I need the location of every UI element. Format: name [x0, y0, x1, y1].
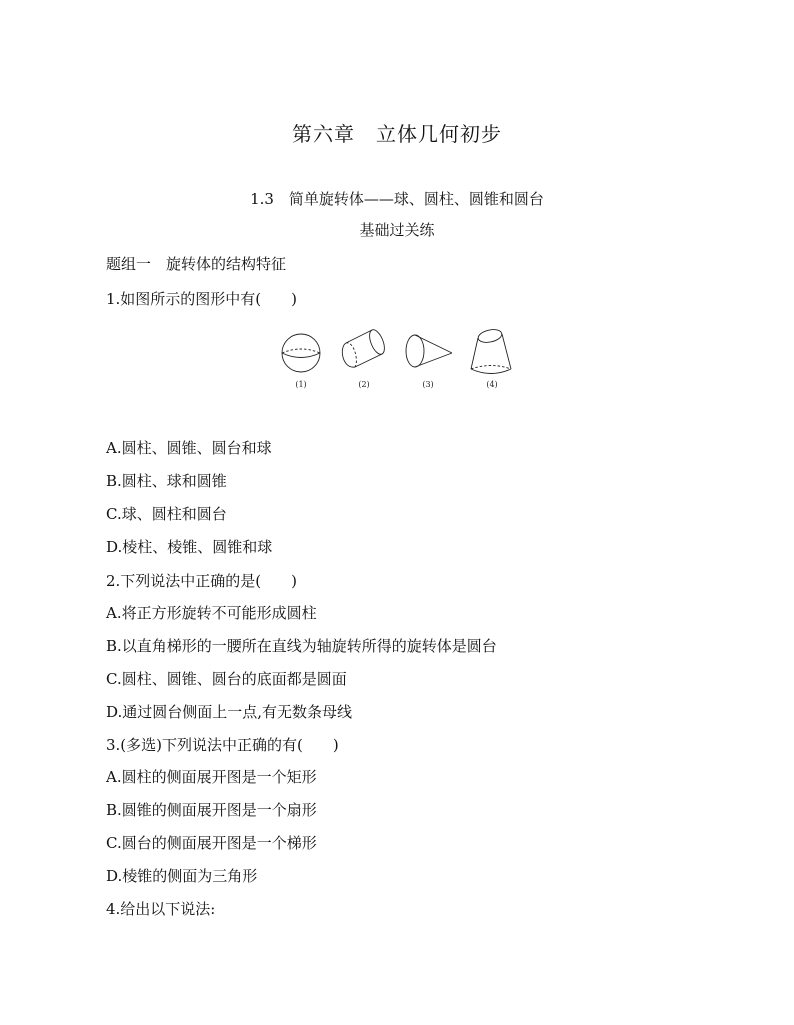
q1-option-d: D.棱柱、棱锥、圆锥和球	[106, 538, 273, 556]
question-1-stem: 1.如图所示的图形中有( )	[106, 290, 298, 308]
solids-figure	[276, 325, 516, 395]
cylinder-shape	[342, 328, 387, 367]
q2-option-a: A.将正方形旋转不可能形成圆柱	[106, 604, 317, 622]
q3-option-d: D.棱锥的侧面为三角形	[106, 867, 258, 885]
q3-option-b: B.圆锥的侧面展开图是一个扇形	[106, 801, 317, 819]
figure-label-4: (4)	[486, 380, 498, 389]
question-4-stem: 4.给出以下说法:	[106, 900, 216, 918]
subtitle: 基础过关练	[359, 221, 435, 239]
q3-option-c: C.圆台的侧面展开图是一个梯形	[106, 834, 317, 852]
frustum-shape	[471, 328, 511, 374]
q2-option-c: C.圆柱、圆锥、圆台的底面都是圆面	[106, 670, 347, 688]
figure-label-1: (1)	[295, 380, 307, 389]
question-3-stem: 3.(多选)下列说法中正确的有( )	[106, 736, 339, 754]
figure-label-2: (2)	[358, 380, 370, 389]
figure-label-3: (3)	[422, 380, 434, 389]
q1-option-b: B.圆柱、球和圆锥	[106, 472, 227, 490]
q2-option-d: D.通过圆台侧面上一点,有无数条母线	[106, 703, 353, 721]
group-heading: 题组一 旋转体的结构特征	[106, 255, 287, 273]
sphere-shape	[282, 334, 320, 372]
cone-shape	[406, 335, 452, 367]
chapter-title: 第六章 立体几何初步	[292, 122, 502, 146]
q3-option-a: A.圆柱的侧面展开图是一个矩形	[106, 768, 317, 786]
q2-option-b: B.以直角梯形的一腰所在直线为轴旋转所得的旋转体是圆台	[106, 637, 497, 655]
q1-option-a: A.圆柱、圆锥、圆台和球	[106, 439, 272, 457]
section-title: 1.3 简单旋转体——球、圆柱、圆锥和圆台	[250, 190, 544, 208]
q1-option-c: C.球、圆柱和圆台	[106, 505, 227, 523]
question-2-stem: 2.下列说法中正确的是( )	[106, 572, 298, 590]
solids-figure-svg	[276, 325, 516, 395]
